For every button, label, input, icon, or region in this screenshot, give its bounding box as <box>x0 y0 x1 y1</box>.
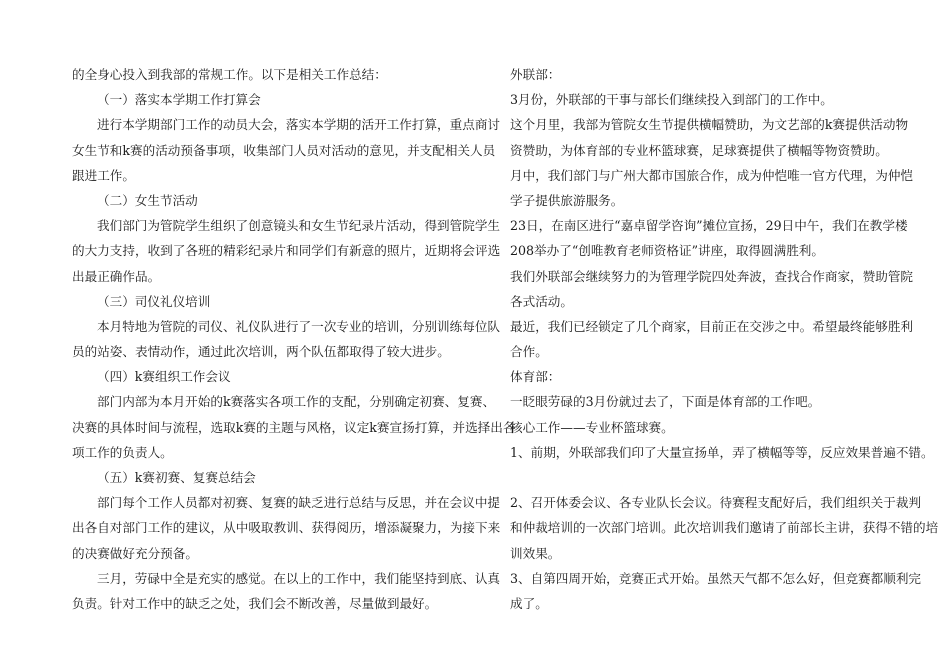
right-column-line: 和仲裁培训的一次部门培训。此次培训我们邀请了前部长主讲，获得不错的培 <box>510 520 939 536</box>
right-column-line: 3月份，外联部的干事与部长们继续投入到部门的工作中。 <box>510 92 833 108</box>
left-column-line: 部门每个工作人员都对初赛、复赛的缺乏进行总结与反思，并在会议中提 <box>97 495 500 511</box>
right-column-line: 208举办了“创唯教育老师资格证”讲座，取得圆满胜利。 <box>510 243 824 259</box>
left-column-line: （二）女生节活动 <box>97 192 198 208</box>
left-column-line: 三月，劳碌中全是充实的感觉。在以上的工作中，我们能坚持到底、认真 <box>97 570 500 586</box>
left-column-line: 决赛的具体时间与流程，选取k赛的主题与风格，议定k赛宣扬打算，并选择出各 <box>72 419 516 435</box>
right-column-line: 2、召开体委会议、各专业队长会议。待赛程支配好后，我们组织关于裁判 <box>510 495 922 511</box>
right-column-line: 体育部： <box>510 369 561 385</box>
left-column-line: 的全身心投入到我部的常规工作。以下是相关工作总结： <box>72 67 387 82</box>
left-column-line: （五）k赛初赛、复赛总结会 <box>97 470 256 485</box>
right-column-line <box>510 465 888 490</box>
right-column-line: 核心工作——专业杯篮球赛。 <box>510 419 674 435</box>
right-column-line: 1、前期，外联部我们印了大量宣扬单，弄了横幅等等，反应效果普遍不错。 <box>510 444 934 460</box>
left-column-line: 的决赛做好充分预备。 <box>72 545 198 561</box>
left-column-line: 本月特地为管院的司仪、礼仪队进行了一次专业的培训，分别训练每位队 <box>97 318 500 334</box>
right-column-line: 这个月里，我部为管院女生节提供横幅赞助，为文艺部的k赛提供活动物 <box>510 117 909 133</box>
right-column-line: 外联部： <box>510 67 561 82</box>
left-column-line: 进行本学期部门工作的动员大会，落实本学期的活开工作打算，重点商讨 <box>97 117 500 133</box>
left-column-line: 出最正确作品。 <box>72 268 161 284</box>
left-column <box>72 62 516 616</box>
left-column-line: 的大力支持，收到了各班的精彩纪录片和同学们有新意的照片，近期将会评选 <box>72 243 501 259</box>
left-column-line: 员的站姿、表情动作，通过此次培训，两个队伍都取得了较大进步。 <box>72 344 450 360</box>
right-column-line: 最近，我们已经锁定了几个商家，目前正在交涉之中。希望最终能够胜利 <box>510 318 913 334</box>
right-column-line: 3、自第四周开始，竞赛正式开始。虽然天气都不怎么好，但竞赛都顺利完 <box>510 570 922 586</box>
right-column-line: 学子提供旅游服务。 <box>510 192 624 208</box>
right-column-line: 我们外联部会继续努力的为管理学院四处奔波，查找合作商家，赞助管院 <box>510 268 913 284</box>
right-column-line: 训效果。 <box>510 545 561 561</box>
left-column-line: 负责。针对工作中的缺乏之处，我们会不断改善，尽量做到最好。 <box>72 595 438 611</box>
right-column <box>510 62 939 616</box>
left-column-line: 出各自对部门工作的建议，从中吸取教训、获得阅历，增添凝聚力，为接下来 <box>72 520 501 536</box>
right-column-line: 合作。 <box>510 344 548 360</box>
left-column-line: 部门内部为本月开始的k赛落实各项工作的支配，分别确定初赛、复赛、 <box>97 394 496 410</box>
right-column-line: 各式活动。 <box>510 293 573 309</box>
right-column-line: 23日，在南区进行“嘉卓留学咨询”摊位宣扬，29日中午，我们在教学楼 <box>510 218 908 234</box>
left-column-line: （四）k赛组织工作会议 <box>97 369 231 385</box>
right-column-line: 成了。 <box>510 595 548 611</box>
left-column-line: 女生节和k赛的活动预备事项，收集部门人员对活动的意见，并支配相关人员 <box>72 142 496 158</box>
right-column-line: 一眨眼劳碌的3月份就过去了，下面是体育部的工作吧。 <box>510 394 821 410</box>
left-column-line: 项工作的负责人。 <box>72 444 173 460</box>
left-column-line: （三）司仪礼仪培训 <box>97 293 211 309</box>
left-column-line: 我们部门为管院学生组织了创意镜头和女生节纪录片活动，得到管院学生 <box>97 218 500 234</box>
right-column-line: 月中，我们部门与广州大都市国旅合作，成为仲恺唯一官方代理，为仲恺 <box>510 167 913 183</box>
left-column-line: 跟进工作。 <box>72 167 135 183</box>
left-column-line: （一）落实本学期工作打算会 <box>97 92 261 108</box>
right-column-line: 资赞助，为体育部的专业杯篮球赛，足球赛提供了横幅等物资赞助。 <box>510 142 888 158</box>
